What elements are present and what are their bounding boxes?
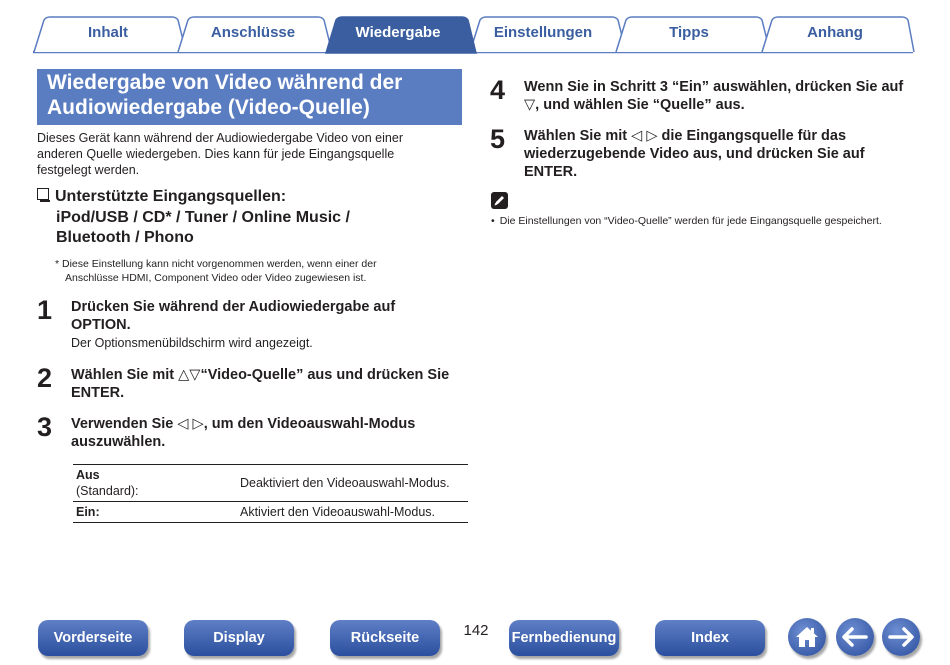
- sources-heading-line-1: Unterstützte Eingangsquellen:: [55, 188, 287, 205]
- mode-label: Ein:: [76, 505, 100, 519]
- step-text-line-2: auszuwählen.: [71, 434, 166, 450]
- footnote-line-1: * Diese Einstellung kann nicht vorgenommen werden, wenn einer der: [55, 258, 377, 270]
- pencil-icon: [491, 192, 508, 209]
- step-text-line-2: OPTION.: [71, 317, 131, 333]
- back-button[interactable]: [836, 618, 874, 656]
- step-number: 3: [37, 412, 53, 442]
- bullet: •: [491, 215, 495, 227]
- step-text-line-2: ENTER.: [71, 385, 125, 401]
- front-page-button[interactable]: [38, 620, 148, 656]
- step-2: [37, 363, 450, 404]
- footnote: [55, 257, 455, 285]
- display-button[interactable]: [184, 620, 294, 656]
- footnote-line-2: Anschlüsse HDMI, Component Video oder Video zugewiesen ist.: [65, 272, 367, 284]
- remote-label: Fernbedienung: [511, 630, 617, 646]
- step-text: [524, 78, 934, 114]
- checkbox-square-icon: [37, 188, 49, 200]
- step-5: [490, 125, 890, 181]
- step-text-line-3: ENTER.: [524, 164, 578, 180]
- mode-description: Aktiviert den Videoauswahl-Modus.: [240, 505, 436, 519]
- home-icon: [794, 625, 820, 649]
- section-title-line-1: Wiedergabe von Video während der: [47, 71, 403, 94]
- supported-sources-heading: [37, 187, 457, 249]
- step-text-line-1: Wählen Sie mit ◁ ▷ die Eingangsquelle für das: [524, 128, 847, 144]
- step-text-line-1: Wählen Sie mit △▽“Video-Quelle” aus und drücken Sie: [71, 367, 450, 383]
- step-description: Der Optionsmenübildschirm wird angezeigt.: [71, 336, 313, 350]
- intro-line-1: Dieses Gerät kann während der Audiowiedergabe Video von einer: [37, 131, 403, 145]
- tab-tipps[interactable]: Tipps: [669, 24, 709, 41]
- mode-label-name: Aus: [76, 468, 100, 482]
- step-text-line-1: Verwenden Sie ◁ ▷, um den Videoauswahl-Modus: [71, 416, 416, 432]
- tab-anschluesse[interactable]: Anschlüsse: [210, 24, 296, 41]
- tab-inhalt[interactable]: Inhalt: [88, 24, 128, 41]
- section-title: [37, 69, 462, 125]
- step-number: 1: [37, 295, 53, 325]
- table-row: [73, 465, 468, 502]
- step-number: 4: [490, 75, 506, 105]
- intro-paragraph: [37, 130, 457, 178]
- video-select-mode-table: [73, 464, 468, 523]
- step-text-line-2: ▽, und wählen Sie “Quelle” aus.: [524, 97, 745, 113]
- sources-heading-line-2: iPod/USB / CD* / Tuner / Online Music /: [56, 208, 350, 226]
- step-text: [71, 366, 466, 402]
- tab-wiedergabe[interactable]: Wiedergabe: [355, 24, 441, 41]
- step-text-line-1: Drücken Sie während der Audiowiedergabe auf: [71, 299, 396, 315]
- sources-heading-line-3: Bluetooth / Phono: [56, 229, 194, 246]
- step-3: [37, 413, 437, 453]
- mode-label: [73, 465, 237, 502]
- step-number: 5: [490, 124, 506, 154]
- step-text-line-2: wiederzugebende Video aus, und drücken Sie auf: [524, 146, 865, 162]
- back-panel-button[interactable]: [330, 620, 440, 656]
- step-1: [37, 296, 437, 356]
- hint-note: [491, 214, 931, 228]
- next-button[interactable]: [882, 618, 920, 656]
- section-title-line-2: Audiowiedergabe (Video-Quelle): [47, 96, 370, 119]
- home-button[interactable]: [788, 618, 826, 656]
- tab-einstellungen[interactable]: Einstellungen: [493, 24, 593, 41]
- step-number: 2: [37, 363, 53, 393]
- intro-line-3: festgelegt werden.: [37, 163, 140, 177]
- mode-description: Deaktiviert den Videoauswahl-Modus.: [240, 476, 450, 490]
- hint-text: Die Einstellungen von “Video-Quelle” werden für jede Eingangsquelle gespeichert.: [499, 215, 882, 227]
- page-number: 142: [463, 622, 489, 639]
- intro-line-2: anderen Quelle wiedergeben. Dies kann für jede Eingangsquelle: [37, 147, 395, 161]
- step-text: [71, 298, 466, 334]
- mode-label-default: (Standard):: [76, 484, 139, 498]
- arrow-left-icon: [842, 627, 868, 647]
- step-text-line-1: Wenn Sie in Schritt 3 “Ein” auswählen, drücken Sie auf: [524, 79, 904, 95]
- front-page-label: Vorderseite: [53, 630, 133, 646]
- step-text: [71, 415, 466, 451]
- tab-anhang[interactable]: Anhang: [807, 24, 863, 41]
- table-row: [73, 502, 468, 523]
- index-button[interactable]: [655, 620, 765, 656]
- index-label: Index: [691, 630, 729, 646]
- remote-button[interactable]: [509, 620, 619, 656]
- step-text: [524, 127, 934, 181]
- arrow-right-icon: [888, 627, 914, 647]
- display-label: Display: [213, 630, 265, 646]
- tab-bar: [0, 0, 950, 56]
- back-panel-label: Rückseite: [350, 630, 420, 646]
- step-4: [490, 75, 904, 116]
